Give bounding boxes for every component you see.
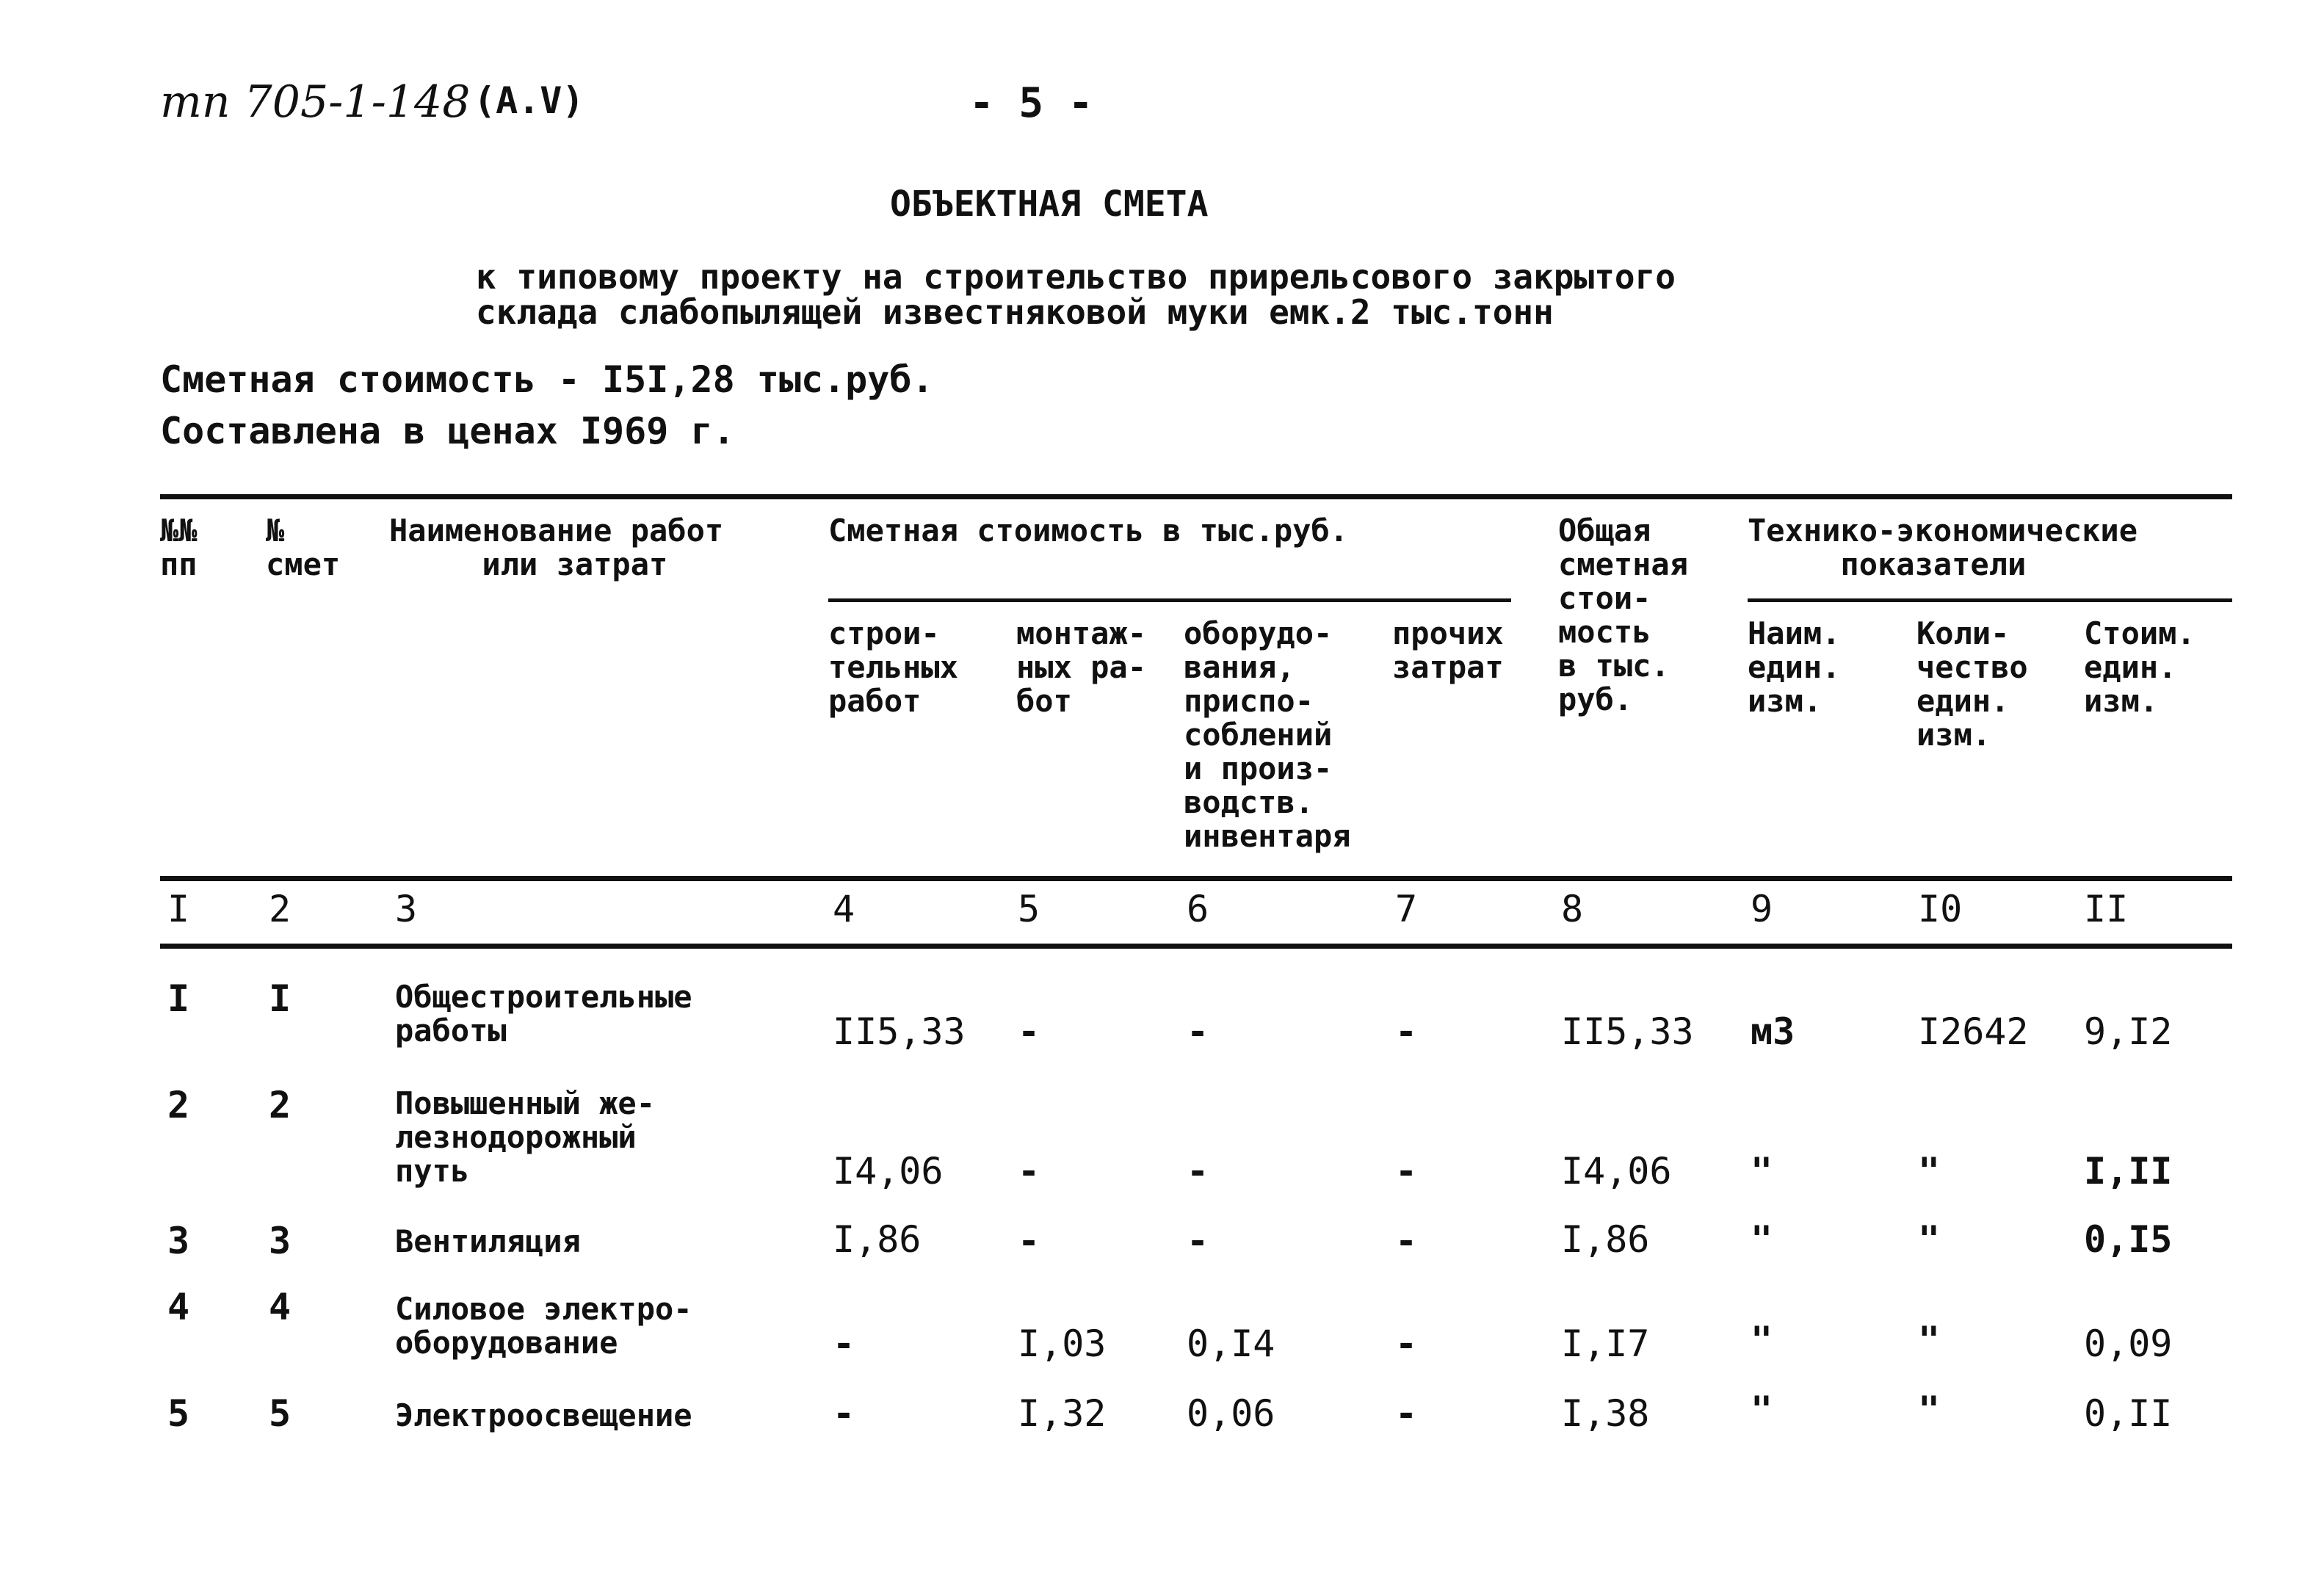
table-row-total: I4,06 bbox=[1561, 1150, 1672, 1192]
table-row-unit-name: " bbox=[1751, 1218, 1773, 1261]
table-row-installation: - bbox=[1018, 1150, 1040, 1192]
table-row-estimate: 3 bbox=[269, 1220, 292, 1262]
table-row-total: I,86 bbox=[1561, 1218, 1650, 1261]
table-row-unit-name: " bbox=[1751, 1389, 1773, 1431]
table-row-unit-qty: " bbox=[1918, 1389, 1941, 1431]
subtitle-line-1: к типовому проекту на строительство прирельсового закрытого bbox=[476, 257, 1676, 297]
header-equipment: оборудо- вания, приспо- соблений и произ- водств. инвентаря bbox=[1184, 615, 1351, 854]
table-row-unit-cost: 0,I5 bbox=[2084, 1218, 2173, 1261]
header-name: Наименование работ или затрат bbox=[389, 513, 724, 582]
table-row-other: - bbox=[1395, 1392, 1418, 1435]
table-row-unit-cost: 9,I2 bbox=[2084, 1010, 2173, 1053]
table-row-name: Повышенный же- лезнодорожный путь bbox=[395, 1085, 656, 1189]
table-row-name: Общестроительные работы bbox=[395, 979, 692, 1049]
price-basis: Составлена в ценах I969 г. bbox=[160, 410, 735, 452]
table-row-construction: I,86 bbox=[833, 1218, 922, 1261]
table-row-estimate: 4 bbox=[269, 1286, 292, 1328]
table-row-installation: I,03 bbox=[1018, 1322, 1107, 1365]
table-row-name: Электроосвещение bbox=[395, 1397, 692, 1433]
table-row-estimate: 5 bbox=[269, 1392, 292, 1435]
table-row-unit-name: " bbox=[1751, 1319, 1773, 1361]
table-row-other: - bbox=[1395, 1010, 1418, 1053]
column-numbers-rule bbox=[160, 944, 2232, 949]
table-row-installation: - bbox=[1018, 1010, 1040, 1053]
column-number: 3 bbox=[395, 888, 418, 930]
table-row-estimate: 2 bbox=[269, 1084, 292, 1126]
table-row-other: - bbox=[1395, 1220, 1418, 1262]
table-row-total: II5,33 bbox=[1561, 1010, 1694, 1053]
column-number: 6 bbox=[1187, 888, 1209, 930]
header-installation: монтаж- ных ра- бот bbox=[1016, 615, 1147, 719]
table-row-equipment: - bbox=[1187, 1010, 1209, 1053]
header-num: №№ пп bbox=[160, 513, 198, 582]
column-number: I0 bbox=[1918, 888, 1963, 930]
header-cost-group: Сметная стоимость в тыс.руб. bbox=[828, 513, 1349, 549]
table-row-total: I,I7 bbox=[1561, 1322, 1650, 1365]
table-row-equipment: - bbox=[1187, 1220, 1209, 1262]
table-row-num: I bbox=[167, 977, 190, 1020]
column-number: 9 bbox=[1751, 888, 1773, 930]
table-row-equipment: 0,I4 bbox=[1187, 1322, 1275, 1365]
table-row-unit-cost: 0,II bbox=[2084, 1392, 2173, 1435]
table-row-other: - bbox=[1395, 1322, 1418, 1365]
table-row-unit-qty: " bbox=[1918, 1150, 1941, 1192]
column-number: 8 bbox=[1561, 888, 1584, 930]
subtitle-line-2: склада слабопылящей известняковой муки емк.2 тыс.тонн bbox=[476, 292, 1554, 332]
cost-group-rule bbox=[828, 598, 1511, 602]
table-row-num: 2 bbox=[167, 1084, 190, 1126]
header-construction: строи- тельных работ bbox=[828, 615, 959, 719]
column-number: 4 bbox=[833, 888, 855, 930]
header-unit-qty: Коли- чество един. изм. bbox=[1916, 615, 2028, 753]
table-row-num: 5 bbox=[167, 1392, 190, 1435]
header-unit-cost: Стоим. един. изм. bbox=[2084, 615, 2196, 719]
tech-group-rule bbox=[1748, 598, 2232, 602]
estimated-cost: Сметная стоимость - I5I,28 тыс.руб. bbox=[160, 358, 934, 401]
document-title: ОБЪЕКТНАЯ СМЕТА bbox=[890, 184, 1209, 225]
table-row-construction: I4,06 bbox=[833, 1150, 944, 1192]
header-tech-group: Технико-экономические показатели bbox=[1748, 513, 2138, 582]
table-row-total: I,38 bbox=[1561, 1392, 1650, 1435]
header-bottom-rule bbox=[160, 876, 2232, 881]
table-row-num: 3 bbox=[167, 1220, 190, 1262]
table-row-num: 4 bbox=[167, 1286, 190, 1328]
table-row-unit-qty: I2642 bbox=[1918, 1010, 2029, 1053]
table-row-name: Силовое электро- оборудование bbox=[395, 1291, 692, 1361]
column-number: 5 bbox=[1018, 888, 1040, 930]
table-row-construction: - bbox=[833, 1322, 855, 1365]
table-row-name: Вентиляция bbox=[395, 1223, 581, 1259]
header-total: Общая сметная стои- мость в тыс. руб. bbox=[1558, 513, 1689, 717]
page-number: - 5 - bbox=[969, 79, 1093, 127]
table-row-equipment: - bbox=[1187, 1150, 1209, 1192]
column-number: II bbox=[2084, 888, 2129, 930]
table-top-rule bbox=[160, 494, 2232, 499]
table-row-unit-cost: I,II bbox=[2084, 1150, 2173, 1192]
header-estimate-num: № смет bbox=[266, 513, 341, 582]
column-number: 7 bbox=[1395, 888, 1418, 930]
table-row-unit-name: " bbox=[1751, 1150, 1773, 1192]
header-other: прочих затрат bbox=[1392, 615, 1504, 685]
table-row-installation: I,32 bbox=[1018, 1392, 1107, 1435]
document-code: тп 705-1-148 bbox=[160, 76, 471, 128]
table-row-unit-cost: 0,09 bbox=[2084, 1322, 2173, 1365]
table-row-other: - bbox=[1395, 1150, 1418, 1192]
table-row-unit-qty: " bbox=[1918, 1218, 1941, 1261]
table-row-installation: - bbox=[1018, 1220, 1040, 1262]
table-row-estimate: I bbox=[269, 977, 292, 1020]
table-row-construction: II5,33 bbox=[833, 1010, 966, 1053]
table-row-construction: - bbox=[833, 1392, 855, 1435]
column-number: I bbox=[167, 888, 190, 930]
column-number: 2 bbox=[269, 888, 292, 930]
table-row-unit-name: м3 bbox=[1751, 1010, 1795, 1053]
table-row-unit-qty: " bbox=[1918, 1319, 1941, 1361]
header-unit-name: Наим. един. изм. bbox=[1748, 615, 1841, 719]
table-row-equipment: 0,06 bbox=[1187, 1392, 1275, 1435]
document-variant: (А.V) bbox=[474, 79, 584, 122]
